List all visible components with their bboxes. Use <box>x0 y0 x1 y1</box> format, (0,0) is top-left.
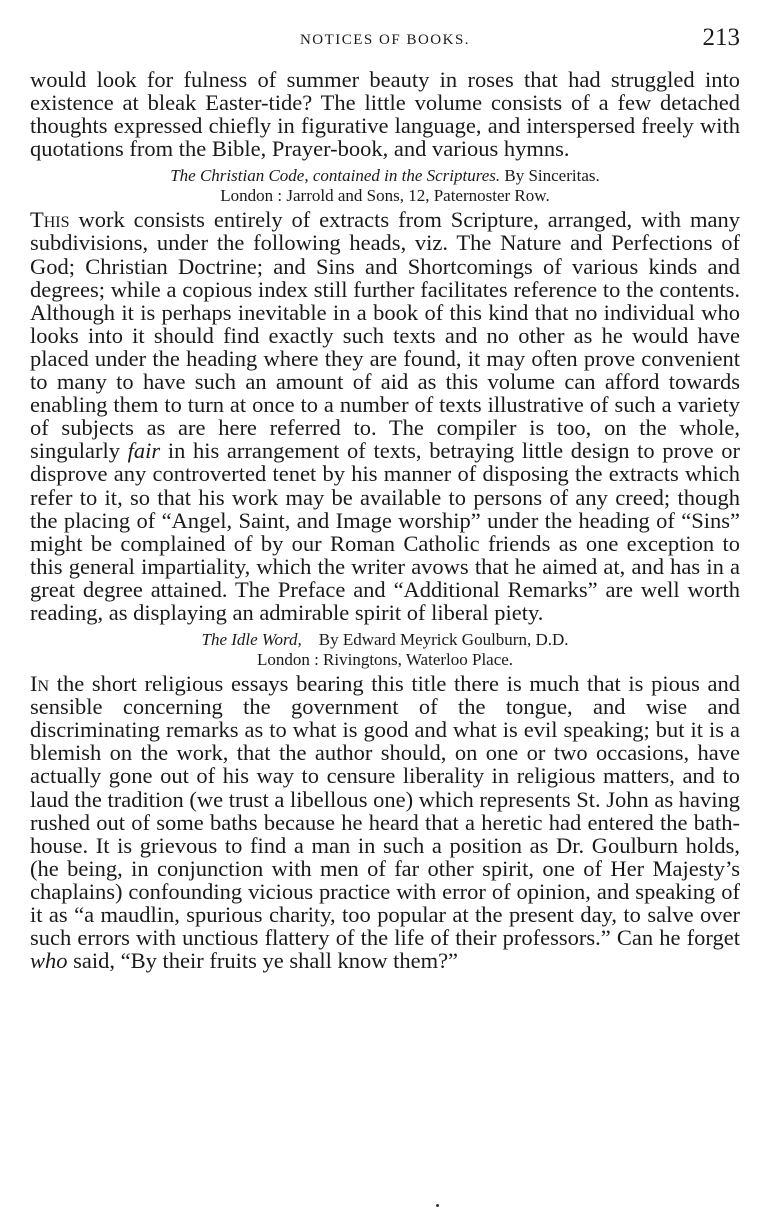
review-1-lead-word: This <box>30 207 70 233</box>
running-head <box>30 24 740 54</box>
review-2-imprint: London : Rivingtons, Waterloo Place. <box>256 650 514 670</box>
body-text <box>30 68 740 972</box>
review-1-author: By Sinceritas. <box>504 166 600 186</box>
review-2-book-title: The Idle Word, <box>201 630 302 650</box>
print-speck <box>436 1204 439 1207</box>
review-1-text-part-2: in his arrangement of texts, betraying little design to prove or disprove any controverted tenet by his manner of disposing the extracts which refer to it, so that his work may be available to persons of any creed; though the placing of “Angel, Saint, and Image worship” under the heading of “Sins” might be complained of by our Roman Catholic friends as one exception to this general impartiality, which the writer avows that he aimed at, and has in a great degree attained. The Preface and “Additional Remarks” are well worth reading, as displaying an admirable spirit of liberal piety. <box>30 438 740 625</box>
review-1-imprint: London : Jarrold and Sons, 12, Paternoster Row. <box>220 186 550 206</box>
review-2-emphasis: who <box>30 948 68 974</box>
review-2-lead-word: In <box>30 671 50 697</box>
review-1-text-part-1: work consists entirely of extracts from Scripture, arranged, with many subdivisions, under the following heads, viz. The Nature and Perfections of God; Christian Doctrine; and Sins and Shortcomings of various kinds and degrees; while a copious index still further facilitates reference to the contents. Although it is perhaps inevitable in a book of this kind that no individual who looks into it should find exactly such texts and no other as he would have placed under the heading where they are found, it may often prove convenient to many to have such an amount of aid as this volume can afford towards enabling them to turn at once to a number of texts illustrative of such a variety of subjects as are here referred to. The compiler is too, on the whole, singularly <box>30 207 740 464</box>
page-number: 213 <box>702 24 740 51</box>
continuation-paragraph: would look for fulness of summer beauty in roses that had struggled into existence at bleak Easter-tide? The little volume consists of a few detached thoughts expressed chiefly in figurative language, and interspersed freely with quotations from the Bible, Prayer-book, and various hymns. <box>30 67 740 162</box>
review-2-heading <box>30 630 740 670</box>
review-2-text-part-2: said, “By their fruits ye shall know them?” <box>67 948 459 974</box>
review-2-author: By Edward Meyrick Goulburn, D.D. <box>318 630 569 650</box>
review-1-book-title: The Christian Code, contained in the Scriptures. <box>170 166 501 186</box>
review-2-paragraph <box>30 672 740 972</box>
review-1-emphasis: fair <box>127 438 161 464</box>
review-1-paragraph <box>30 208 740 624</box>
review-1-heading <box>30 166 740 206</box>
running-title: NOTICES OF BOOKS. <box>299 32 471 48</box>
review-2-text-part-1: the short religious essays bearing this title there is much that is pious and sensible concerning the government of the tongue, and wise and discriminating remarks as to what is good and what is evil speaking; but it is a blemish on the work, that the author should, on one or two occasions, have actually gone out of his way to censure liberality in religious matters, and to laud the tradition (we trust a libellous one) which represents St. John as having rushed out of some baths because he heard that a heretic had entered the bath-house. It is grievous to find a man in such a position as Dr. Goulburn holds, (he being, in conjunction with men of far other spirit, one of Her Majesty’s chaplains) confounding vicious practice with error of opinion, and speaking of it as “a maudlin, spurious charity, too popular at the present day, to salve over such errors with unctious flattery of the life of their professors.” Can he forget <box>30 671 740 951</box>
